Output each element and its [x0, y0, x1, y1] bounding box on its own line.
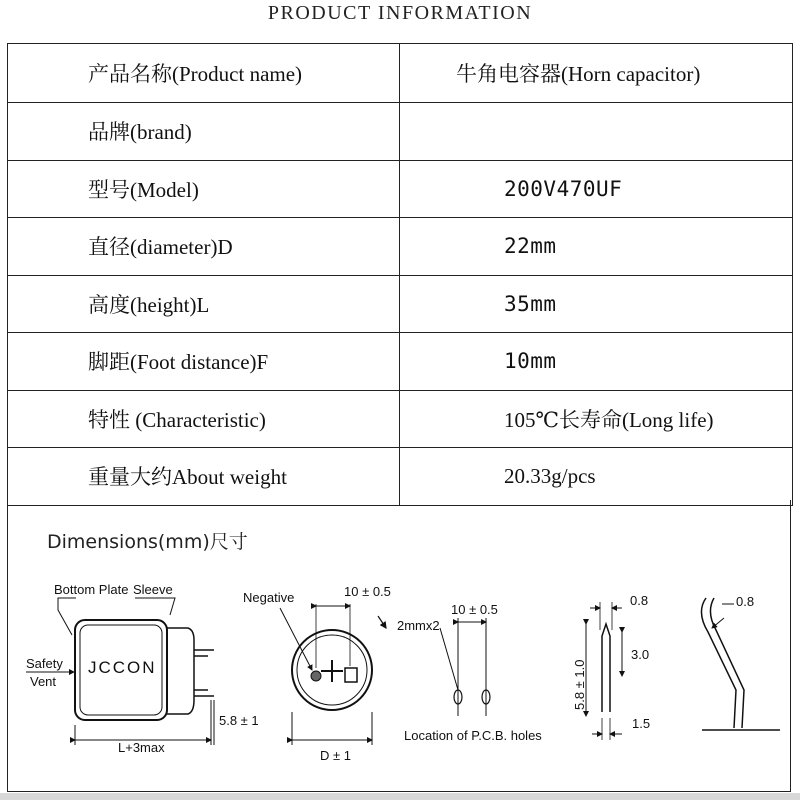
- rotation-arrow: [378, 616, 386, 628]
- bent-pin-arrow: [712, 618, 724, 628]
- table-row: [8, 390, 793, 448]
- table-row: [8, 218, 793, 276]
- row-value: [400, 103, 793, 161]
- row-value: 35mm: [400, 275, 793, 333]
- bottom-plate-leader: [58, 598, 76, 635]
- row-label: 型号(Model): [8, 160, 400, 218]
- sleeve-leader: [135, 598, 175, 615]
- footer-bar: [0, 793, 800, 800]
- row-value: 10mm: [400, 333, 793, 391]
- pin-detail-drawing: [572, 593, 650, 740]
- pcb-pitch-label: 10 ± 0.5: [451, 602, 498, 617]
- pin-tip-label: 3.0: [631, 647, 650, 662]
- pin-leads: [194, 650, 214, 696]
- bent-pin-inner: [710, 598, 744, 728]
- top-view-drawing: [243, 584, 391, 763]
- hole-leader: [440, 628, 458, 690]
- pcb-holes-drawing: [397, 602, 542, 743]
- brand-mark: JCCON: [88, 658, 157, 677]
- positive-terminal: [345, 668, 357, 682]
- negative-terminal: [311, 671, 321, 681]
- row-label: 直径(diameter)D: [8, 218, 400, 276]
- table-row: [8, 275, 793, 333]
- dimensions-title: Dimensions(mm)尺寸: [47, 531, 248, 553]
- pcb-caption: Location of P.C.B. holes: [404, 728, 542, 743]
- pin-width-label: 0.8: [630, 593, 649, 608]
- table-row: [8, 160, 793, 218]
- table-row: [8, 333, 793, 391]
- bottom-plate-label: Bottom Plate: [54, 582, 129, 597]
- negative-label: Negative: [243, 590, 295, 605]
- pin-length-label: 5.8 ± 1: [219, 713, 259, 728]
- pin-base-label: 1.5: [632, 716, 651, 731]
- sleeve-label: Sleeve: [133, 582, 173, 597]
- page-title: PRODUCT INFORMATION: [267, 2, 533, 24]
- bottom-plate: [167, 628, 194, 714]
- dimension-drawings: [0, 560, 800, 790]
- top-pitch-label: 10 ± 0.5: [344, 584, 391, 599]
- row-value: 牛角电容器(Horn capacitor): [400, 44, 793, 103]
- row-label: 脚距(Foot distance)F: [8, 333, 400, 391]
- product-info-table: [7, 43, 793, 506]
- table-row: [8, 44, 793, 103]
- row-label: 品牌(brand): [8, 103, 400, 161]
- vent-label: Vent: [30, 674, 57, 689]
- row-value: 22mm: [400, 218, 793, 276]
- safety-label: Safety: [26, 656, 63, 671]
- hole-size-label: 2mmx2: [397, 618, 440, 633]
- row-value: 20.33g/pcs: [400, 448, 793, 506]
- row-value: 200V470UF: [400, 160, 793, 218]
- row-value: 105℃长寿命(Long life): [400, 390, 793, 448]
- side-view-drawing: [26, 582, 259, 755]
- body-length-label: L+3max: [118, 740, 165, 755]
- bent-pin-drawing: [701, 594, 780, 730]
- diameter-label: D ± 1: [320, 748, 351, 763]
- row-label: 特性 (Characteristic): [8, 390, 400, 448]
- table-row: [8, 448, 793, 506]
- pin-height-label: 5.8 ± 1.0: [572, 659, 587, 710]
- pin-outline: [602, 624, 610, 712]
- row-label: 产品名称(Product name): [8, 44, 400, 103]
- row-label: 重量大约About weight: [8, 448, 400, 506]
- row-label: 高度(height)L: [8, 275, 400, 333]
- table-row: [8, 103, 793, 161]
- bent-width-label: 0.8: [736, 594, 755, 609]
